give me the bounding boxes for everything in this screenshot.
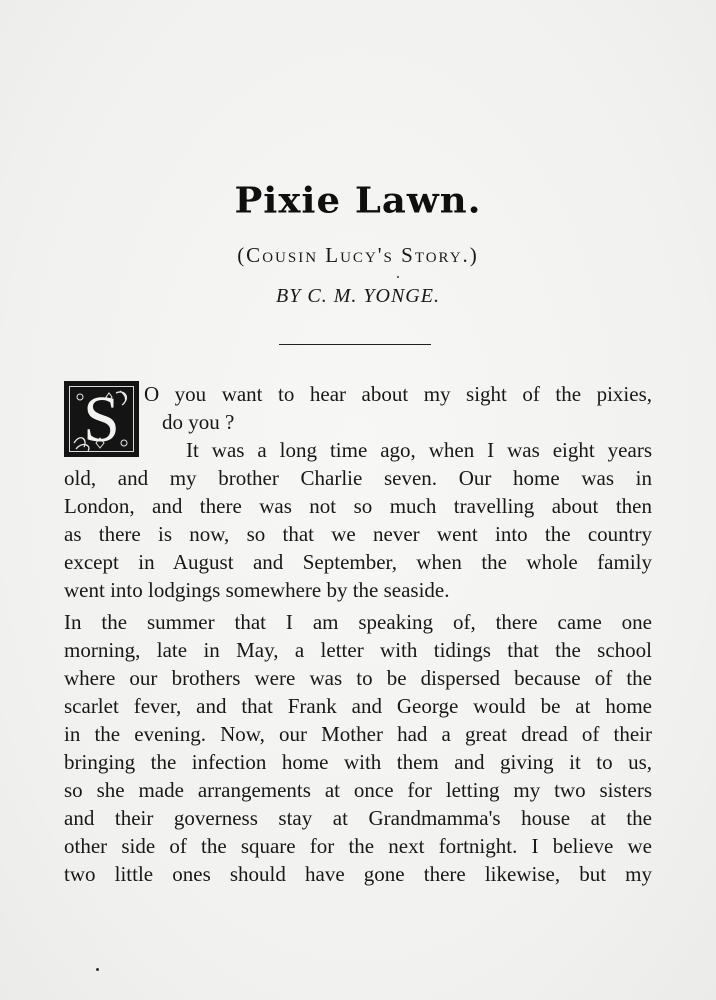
author-byline: BY C. M. YONGE. xyxy=(276,285,440,307)
text-line: except in August and September, when the whole family xyxy=(64,550,652,574)
text-line: bringing the infection home with them and giving it to us, xyxy=(64,750,652,774)
text-line: other side of the square for the next fortnight. I believe we xyxy=(64,834,652,858)
text-line: O you want to hear about my sight of the pixies, xyxy=(144,382,652,406)
text-line: In the summer that I am speaking of, there came one xyxy=(64,610,652,634)
print-speck xyxy=(397,276,399,278)
decorated-initial xyxy=(64,381,139,457)
text-line: so she made arrangements at once for letting my two sisters xyxy=(64,778,652,802)
initial-letter: S xyxy=(83,383,120,456)
text-line: in the evening. Now, our Mother had a great dread of their xyxy=(64,722,652,746)
text-line: do you ? xyxy=(162,410,235,434)
text-line: where our brothers were was to be dispersed because of the xyxy=(64,666,652,690)
text-line: old, and my brother Charlie seven. Our home was in xyxy=(64,466,652,490)
text-line: as there is now, so that we never went into the country xyxy=(64,522,652,546)
text-line: two little ones should have gone there likewise, but my xyxy=(64,862,652,886)
print-speck xyxy=(96,968,99,971)
text-line: It was a long time ago, when I was eight years xyxy=(186,438,652,462)
text-line: scarlet fever, and that Frank and George would be at home xyxy=(64,694,652,718)
story-subtitle: (Cousin Lucy's Story.) xyxy=(237,243,479,267)
story-title: Pixie Lawn. xyxy=(234,179,482,221)
title-rule xyxy=(279,344,431,345)
text-line: morning, late in May, a letter with tidings that the school xyxy=(64,638,652,662)
text-line: went into lodgings somewhere by the seaside. xyxy=(64,578,450,602)
text-line: London, and there was not so much travelling about then xyxy=(64,494,652,518)
text-line: and their governess stay at Grandmamma's house at the xyxy=(64,806,652,830)
